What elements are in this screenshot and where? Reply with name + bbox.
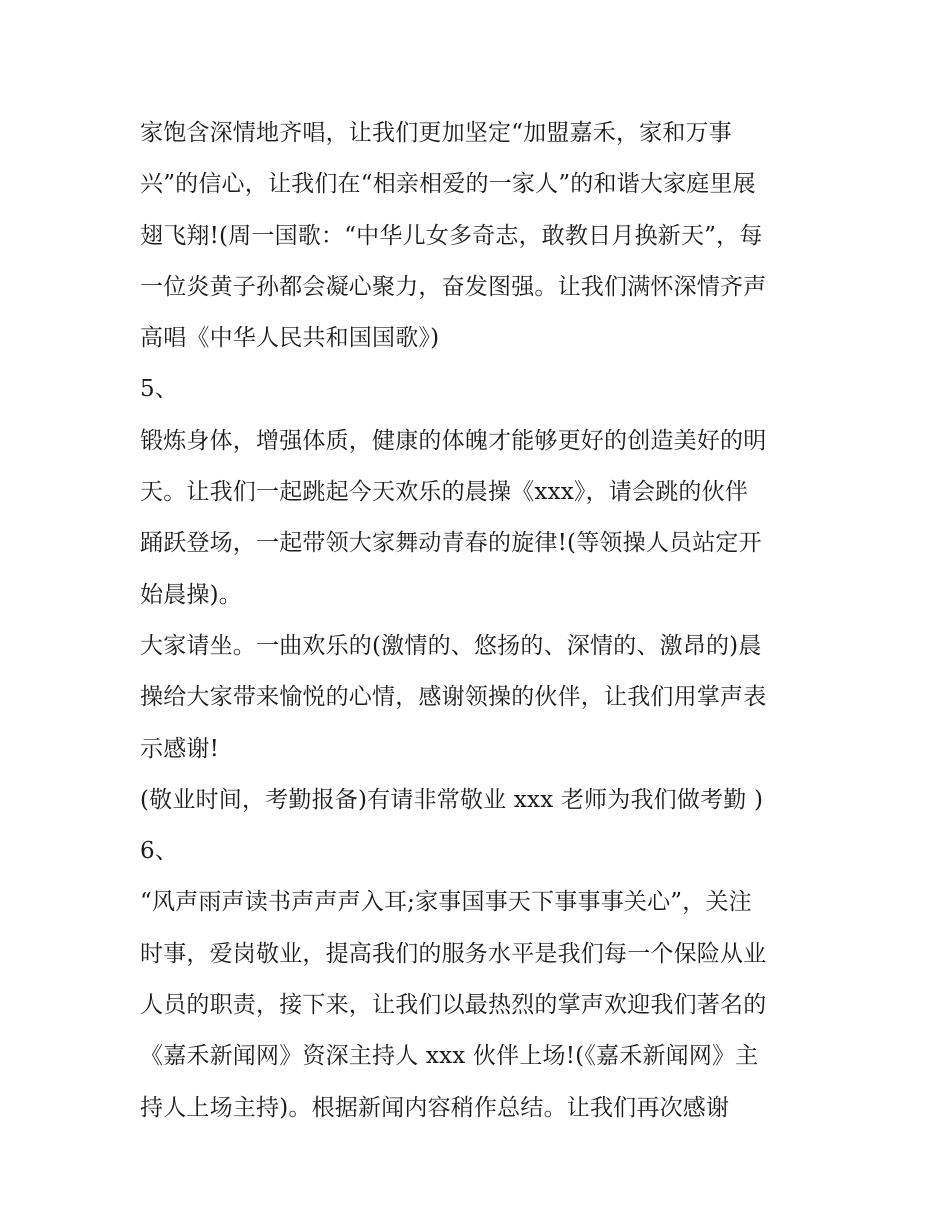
text-line: 一位炎黄子孙都会凝心聚力，奋发图强。让我们满怀深情齐声 — [140, 273, 767, 300]
text-line: 家饱含深情地齐唱，让我们更加坚定“加盟嘉禾，家和万事 — [140, 120, 732, 146]
document-body — [140, 108, 830, 1134]
text-line: 《嘉禾新闻网》资深主持人 xxx 伙伴上场!(《嘉禾新闻网》主 — [140, 1043, 759, 1070]
section-number: 6、 — [140, 838, 179, 865]
text-line: 始晨操)。 — [140, 581, 242, 608]
text-line: 持人上场主持)。根据新闻内容稍作总结。让我们再次感谢 — [140, 1094, 730, 1121]
text-line: 示感谢! — [140, 735, 220, 762]
text-line: 大家请坐。一曲欢乐的(激情的、悠扬的、深情的、激昂的)晨 — [140, 632, 762, 659]
text-line: 人员的职责，接下来，让我们以最热烈的掌声欢迎我们著名的 — [140, 992, 767, 1019]
section-number: 5、 — [140, 376, 179, 403]
text-line: 高唱《中华人民共和国国歌》) — [140, 325, 440, 352]
text-line: 踊跃登场，一起带领大家舞动青春的旋律!(等领操人员站定开 — [140, 530, 762, 557]
text-line: 翅飞翔!(周一国歌：“中华儿女多奇志，敢教日月换新天”，每 — [140, 222, 763, 249]
text-line: “风声雨声读书声声声入耳;家事国事天下事事事关心”，关注 — [140, 889, 752, 916]
text-line: (敬业时间，考勤报备)有请非常敬业 xxx 老师为我们做考勤 ) — [140, 786, 764, 813]
text-line: 操给大家带来愉悦的心情，感谢领操的伙伴，让我们用掌声表 — [140, 684, 767, 711]
text-line: 兴”的信心，让我们在“相亲相爱的一家人”的和谐大家庭里展 — [140, 171, 756, 198]
text-line: 时事，爱岗敬业，提高我们的服务水平是我们每一个保险从业 — [140, 940, 767, 967]
text-line: 天。让我们一起跳起今天欢乐的晨操《xxx》，请会跳的伙伴 — [140, 479, 749, 506]
text-line: 锻炼身体，增强体质，健康的体魄才能够更好的创造美好的明 — [140, 427, 767, 454]
